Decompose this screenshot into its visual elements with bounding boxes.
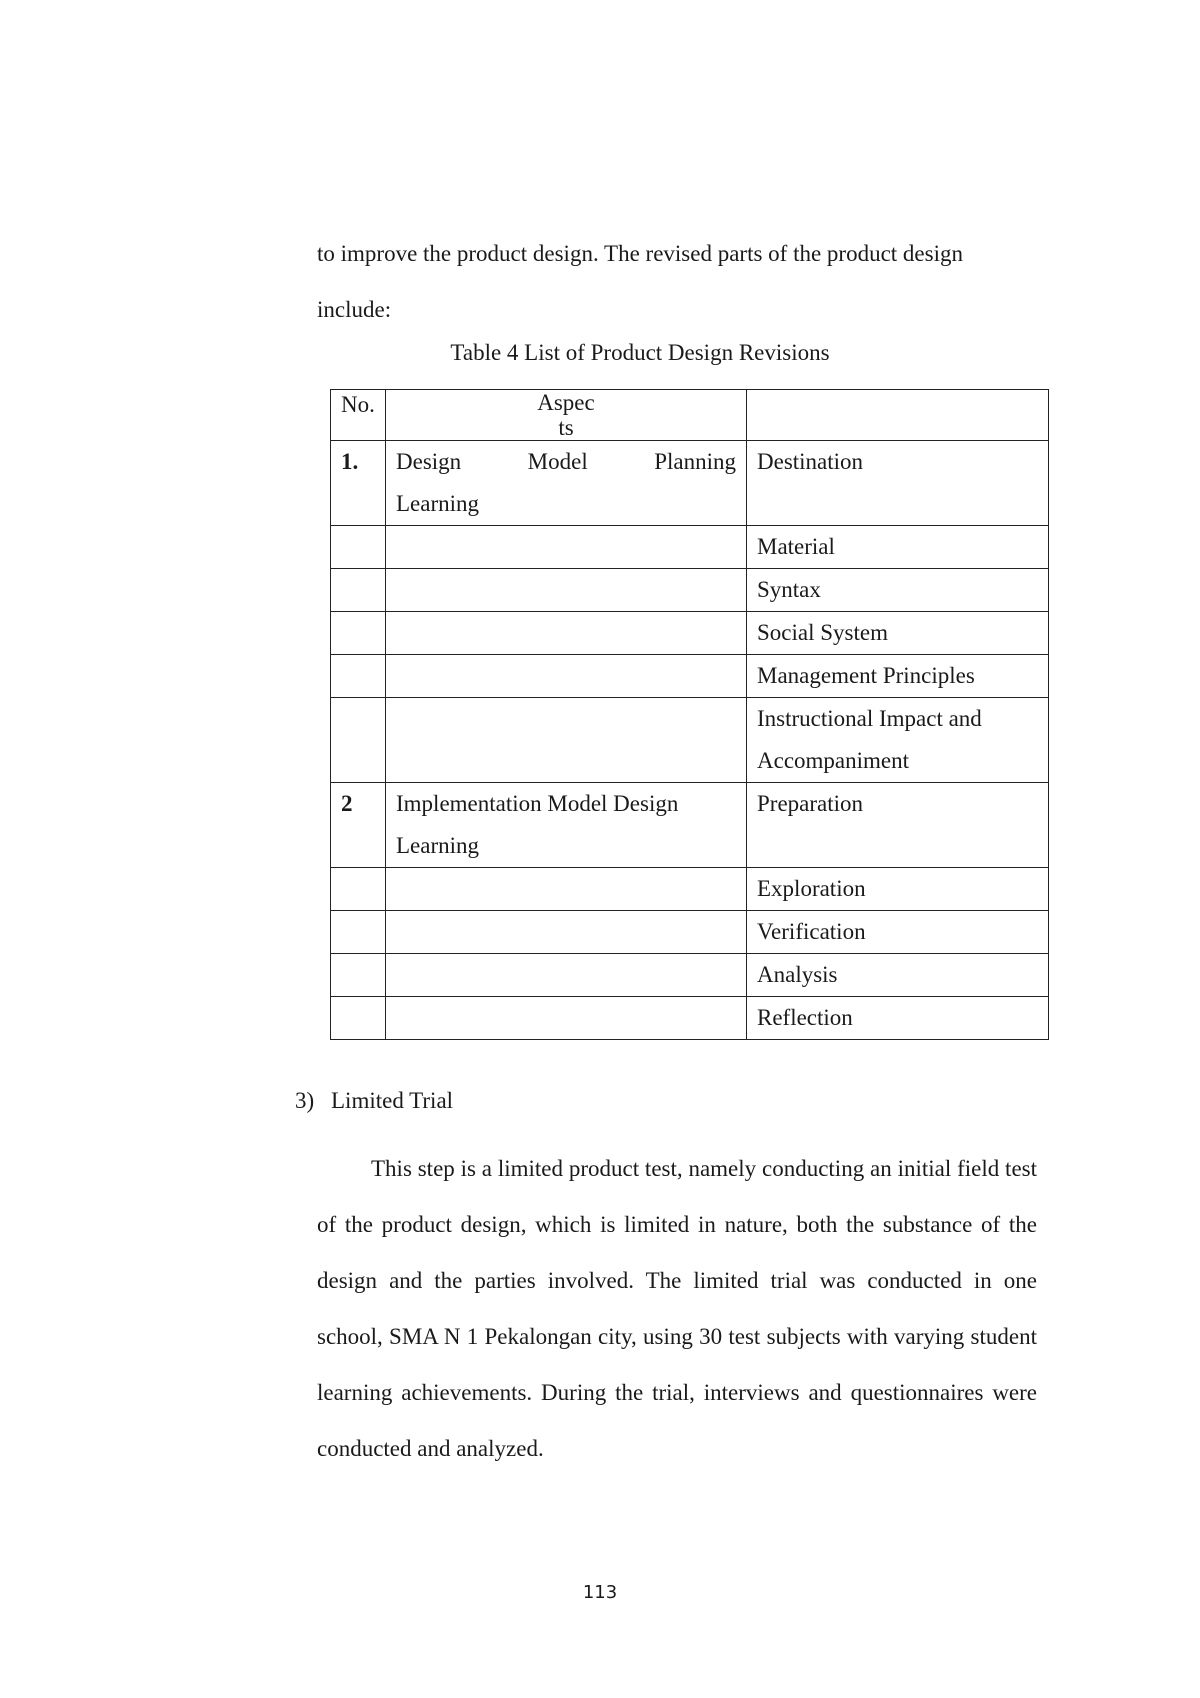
intro-paragraph [317,226,1037,338]
table-header-row [331,390,1049,441]
table-row [331,569,1049,612]
row-item: Analysis [747,954,1049,997]
section-number: 3) [295,1088,315,1113]
table-row [331,612,1049,655]
row-aspect-line-2: Learning [396,491,480,516]
section-heading [295,1088,453,1114]
row-item: Social System [747,612,1049,655]
row-no [331,612,386,655]
row-no [331,868,386,911]
section-title: Limited Trial [331,1088,454,1113]
row-no [331,997,386,1040]
row-item: Syntax [747,569,1049,612]
table-row [331,526,1049,569]
row-no [331,954,386,997]
intro-line-2: include: [317,297,392,322]
header-aspects-line-1: Aspec [537,390,595,415]
row-aspect [386,698,747,783]
table-row [331,911,1049,954]
row-item: Preparation [747,783,1049,868]
row-item: Exploration [747,868,1049,911]
row-aspect: Implementation Model Design Learning [386,783,747,868]
table-row [331,783,1049,868]
row-aspect [386,911,747,954]
table-row [331,655,1049,698]
row-no: 1. [331,441,386,526]
page-number: 113 [582,1582,618,1603]
row-item: Destination [747,441,1049,526]
row-aspect [386,954,747,997]
row-item: Reflection [747,997,1049,1040]
row-no [331,526,386,569]
row-item: Management Principles [747,655,1049,698]
table-row [331,868,1049,911]
row-aspect [386,526,747,569]
intro-line-1: to improve the product design. The revised parts of the product design [317,241,963,266]
table-row [331,698,1049,783]
table-row [331,441,1049,526]
header-aspects-line-2: ts [558,415,574,440]
header-no: No. [331,390,386,441]
table-caption: Table 4 List of Product Design Revisions [450,340,830,365]
revisions-table [330,389,1049,1040]
row-aspect [386,997,747,1040]
row-item: Verification [747,911,1049,954]
row-aspect [386,868,747,911]
row-aspect [386,441,747,526]
table-row [331,954,1049,997]
row-no [331,655,386,698]
row-no [331,569,386,612]
row-no [331,911,386,954]
header-aspects [386,390,747,441]
row-aspect [386,612,747,655]
row-item: Instructional Impact and Accompaniment [747,698,1049,783]
row-aspect-line-1: Design Model Planning [396,449,736,474]
row-aspect [386,655,747,698]
row-aspect [386,569,747,612]
row-no: 2 [331,783,386,868]
table-row [331,997,1049,1040]
row-item: Material [747,526,1049,569]
header-third [747,390,1049,441]
row-no [331,698,386,783]
body-paragraph: This step is a limited product test, namely conducting an initial field test of the product design, which is limited in nature, both the substance of the design and the parties involved. The limited trial was conducted in one school, SMA N 1 Pekalongan city, using 30 test subjects with varying student learning achievements. During the trial, interviews and questionnaires were conducted and analyzed. [317,1156,1037,1461]
